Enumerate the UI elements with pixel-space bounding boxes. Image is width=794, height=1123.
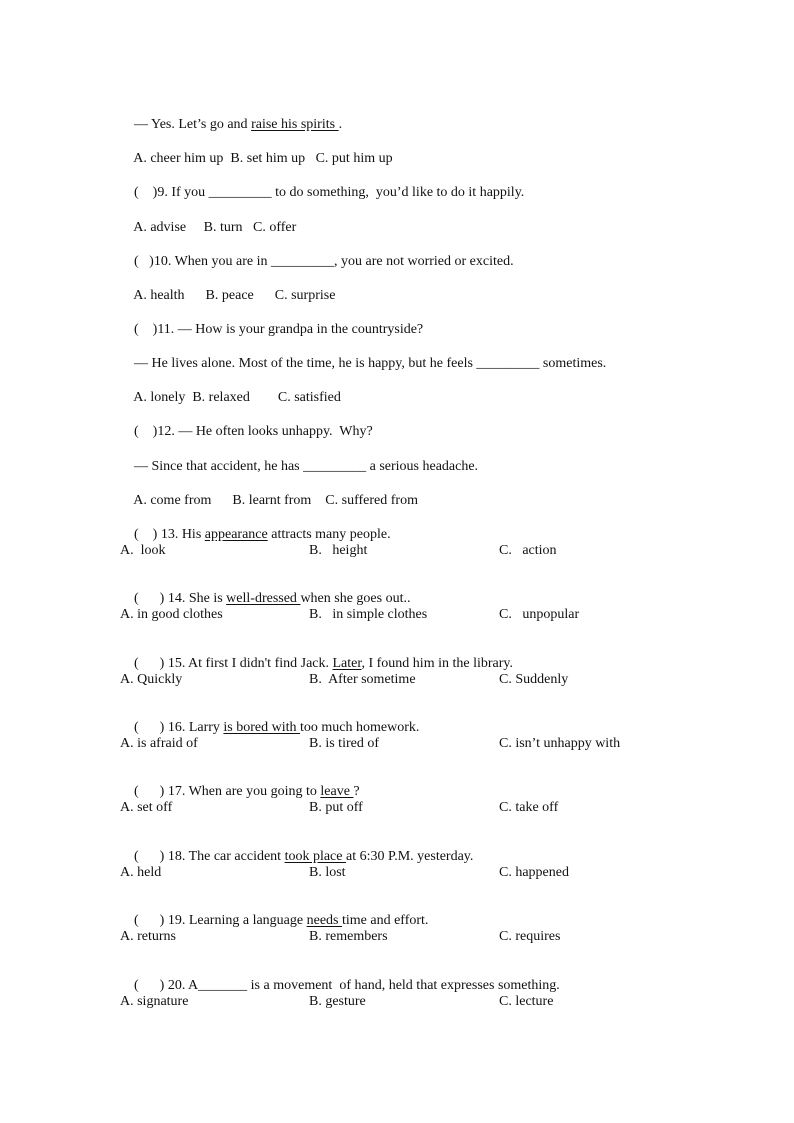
- option-c: C. take off: [499, 800, 559, 815]
- q8-options: A. cheer him up B. set him up C. put him up: [133, 151, 393, 166]
- q11-dialogue: — He lives alone. Most of the time, he is happy, but he feels _________ sometimes.: [134, 356, 607, 371]
- q11-stem: ( )11. — How is your grandpa in the countryside?: [134, 322, 424, 337]
- q12-options: A. come from B. learnt from C. suffered from: [133, 493, 418, 508]
- q10-options: A. health B. peace C. surprise: [133, 288, 336, 303]
- option-a: A. is afraid of: [120, 736, 198, 751]
- option-b: B. lost: [309, 865, 346, 880]
- q11-options: A. lonely B. relaxed C. satisfied: [133, 390, 341, 405]
- q9-options: A. advise B. turn C. offer: [133, 220, 297, 235]
- option-b: B. is tired of: [309, 736, 379, 751]
- option-c: C. action: [499, 543, 557, 558]
- q8-answer-line: — Yes. Let’s go and raise his spirits .: [134, 117, 343, 132]
- q10-stem: ( )10. When you are in _________, you are not worried or excited.: [134, 254, 514, 269]
- q18-stem: ( ) 18. The car accident took place at 6:30 P.M. yesterday.: [134, 849, 474, 864]
- option-c: C. Suddenly: [499, 672, 569, 687]
- q12-stem: ( )12. — He often looks unhappy. Why?: [134, 424, 373, 439]
- option-a: A. signature: [120, 994, 189, 1009]
- q12-dialogue: — Since that accident, he has _________ a serious headache.: [134, 459, 479, 474]
- q15-stem: ( ) 15. At first I didn't find Jack. Later, I found him in the library.: [134, 656, 513, 671]
- option-a: A. held: [120, 865, 162, 880]
- option-c: C. requires: [499, 929, 561, 944]
- option-b: B. put off: [309, 800, 363, 815]
- option-b: B. in simple clothes: [309, 607, 428, 622]
- q14-stem: ( ) 14. She is well-dressed when she goes out..: [134, 591, 411, 606]
- option-c: C. unpopular: [499, 607, 580, 622]
- option-a: A. Quickly: [120, 672, 183, 687]
- option-b: B. remembers: [309, 929, 388, 944]
- option-c: C. happened: [499, 865, 569, 880]
- q16-stem: ( ) 16. Larry is bored with too much homework.: [134, 720, 420, 735]
- option-b: B. After sometime: [309, 672, 416, 687]
- option-a: A. set off: [120, 800, 173, 815]
- q13-stem: ( ) 13. His appearance attracts many people.: [134, 527, 391, 542]
- option-b: B. height: [309, 543, 368, 558]
- option-c: C. isn’t unhappy with: [499, 736, 621, 751]
- option-a: A. look: [120, 543, 166, 558]
- option-a: A. returns: [120, 929, 176, 944]
- option-b: B. gesture: [309, 994, 366, 1009]
- q9-stem: ( )9. If you _________ to do something, you’d like to do it happily.: [134, 185, 525, 200]
- option-a: A. in good clothes: [120, 607, 223, 622]
- option-c: C. lecture: [499, 994, 554, 1009]
- q17-stem: ( ) 17. When are you going to leave ?: [134, 784, 360, 799]
- q19-stem: ( ) 19. Learning a language needs time and effort.: [134, 913, 429, 928]
- q20-stem: ( ) 20. A_______ is a movement of hand, held that expresses something.: [134, 978, 560, 993]
